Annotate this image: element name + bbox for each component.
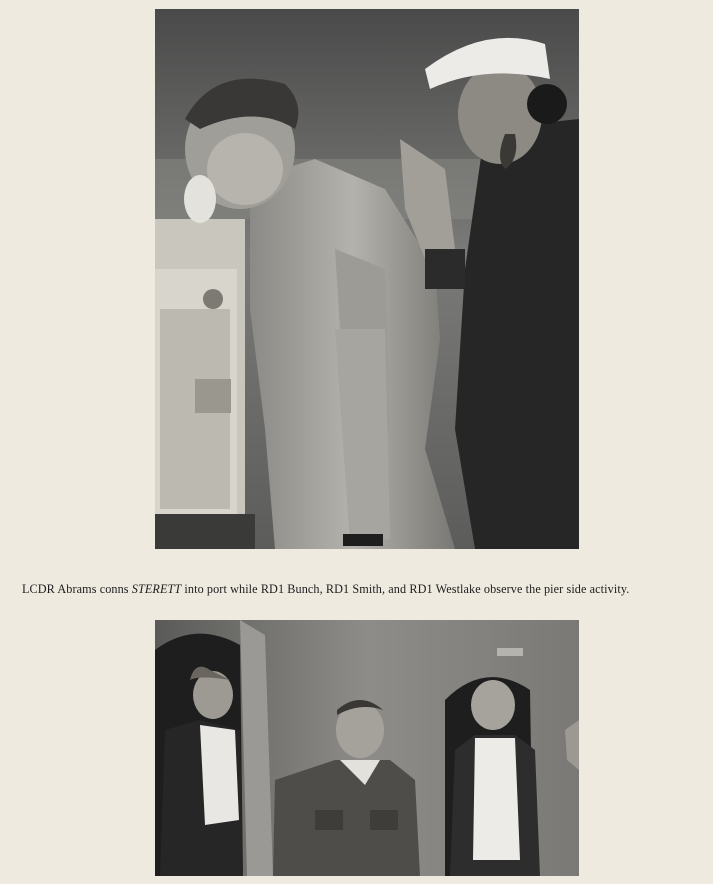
photo-bottom-image [155, 620, 579, 876]
photo-three-sailors [155, 620, 579, 876]
photo-top-image [155, 9, 579, 549]
caption-text-after-ship: into port while RD1 Bunch, RD1 Smith, and RD1 Westlake observe the pier side activity. [181, 582, 630, 596]
caption-text-before-ship: LCDR Abrams conns [22, 582, 132, 596]
photo-officer-conning-ship [155, 9, 579, 549]
photo-caption [22, 582, 702, 597]
caption-ship-name: STERETT [131, 582, 182, 596]
